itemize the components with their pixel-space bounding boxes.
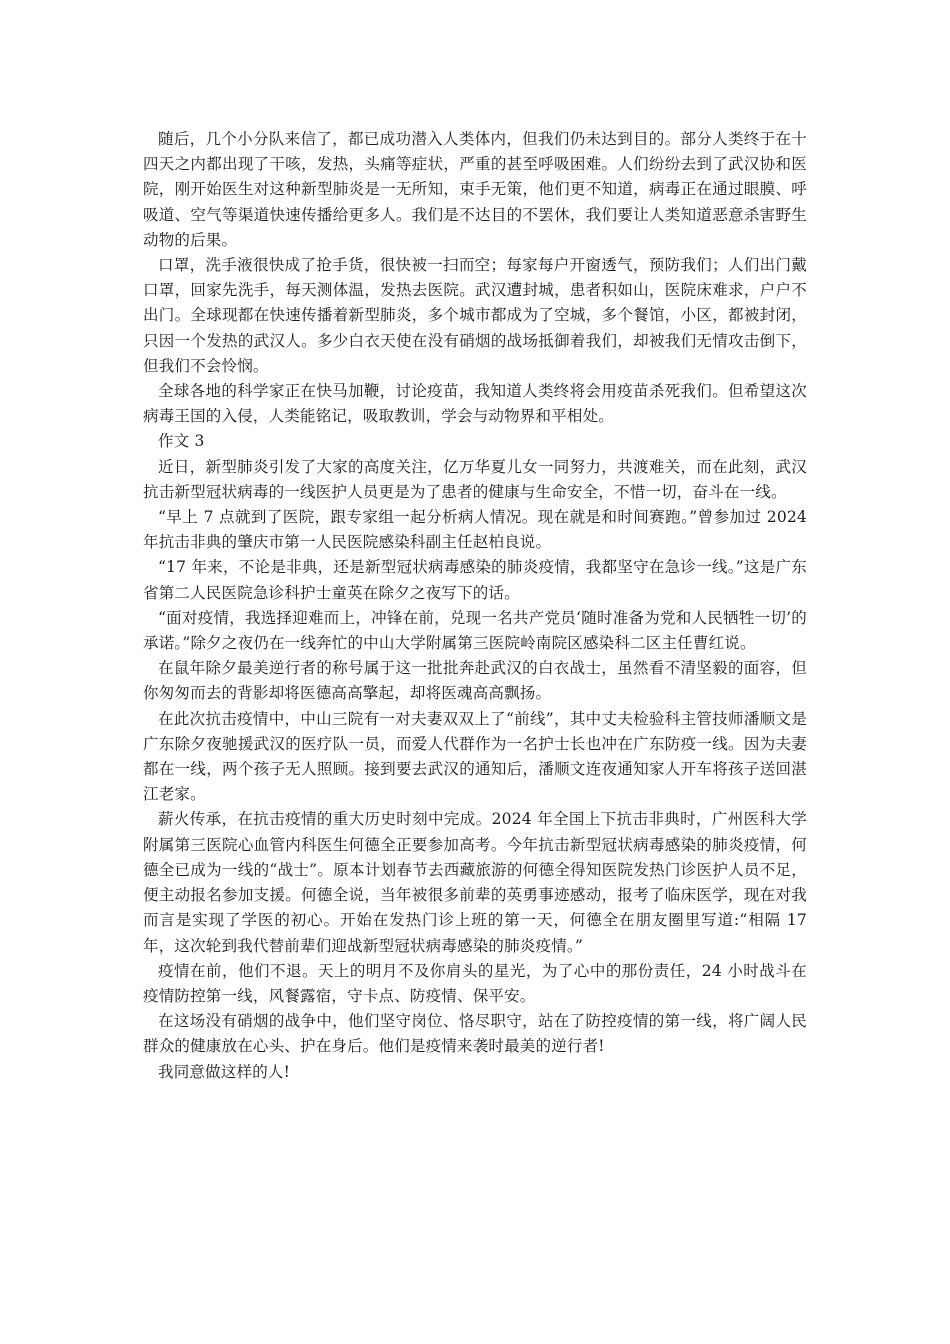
paragraph: “早上 7 点就到了医院，跟专家组一起分析病人情况。现在就是和时间赛跑。”曾参加过 2024 年抗击非典的肇庆市第一人民医院感染科副主任赵柏良说。 bbox=[143, 508, 807, 552]
paragraph: 口罩，洗手液很快成了抢手货，很快被一扫而空；每家每户开窗透气，预防我们；人们出门戴口罩，回家先洗手，每天测体温，发热去医院。武汉遭封城，患者积如山，医院床难求，户户不出门。全球现都在快速传播着新型肺炎，多个城市都成为了空城，多个餐馆，小区，都被封闭，只因一个发热的武汉人。多少白衣天使在没有硝烟的战场抵御着我们，却被我们无情攻击倒下，但我们不会怜悯。 bbox=[143, 256, 807, 375]
paragraph: “17 年来，不论是非典，还是新型冠状病毒感染的肺炎疫情，我都坚守在急诊一线。”这是广东省第二人民医院急诊科护士童英在除夕之夜写下的话。 bbox=[143, 558, 807, 602]
paragraph: 近日，新型肺炎引发了大家的高度关注，亿万华夏儿女一同努力，共渡难关，而在此刻，武汉抗击新型冠状病毒的一线医护人员更是为了患者的健康与生命安全，不惜一切，奋斗在一线。 bbox=[143, 457, 807, 501]
paragraph: 薪火传承，在抗击疫情的重大历史时刻中完成。2024 年全国上下抗击非典时，广州医科大学附属第三医院心血管内科医生何德全正要参加高考。今年抗击新型冠状病毒感染的肺炎疫情，何德全已成为一线的“战士”。原本计划春节去西藏旅游的何德全得知医院发热门诊医护人员不足，便主动报名参加支援。何德全说，当年被很多前辈的英勇事迹感动，报考了临床医学，现在对我而言是实现了学医的初心。开始在发热门诊上班的第一天，何德全在朋友圈里写道:“相隔 17 年，这次轮到我代替前辈们迎战新型冠状病毒感染的肺炎疫情。” bbox=[143, 810, 807, 955]
paragraph: 在此次抗击疫情中，中山三院有一对夫妻双双上了“前线”，其中丈夫检验科主管技师潘顺文是广东除夕夜驰援武汉的医疗队一员，而爱人代群作为一名护士长也冲在广东防疫一线。因为夫妻都在一线，两个孩子无人照顾。接到要去武汉的通知后，潘顺文连夜通知家人开车将孩子送回湛江老家。 bbox=[143, 709, 807, 804]
section-heading: 作文 3 bbox=[158, 432, 205, 451]
paragraph: 在鼠年除夕最美逆行者的称号属于这一批批奔赴武汉的白衣战士，虽然看不清坚毅的面容，但你匆匆而去的背影却将医德高高擎起，却将医魂高高飘扬。 bbox=[143, 659, 807, 703]
paragraph: 在这场没有硝烟的战争中，他们坚守岗位、恪尽职守，站在了防控疫情的第一线，将广阔人民群众的健康放在心头、护在身后。他们是疫情来袭时最美的逆行者! bbox=[143, 1012, 807, 1056]
paragraph: 随后，几个小分队来信了，都已成功潜入人类体内，但我们仍未达到目的。部分人类终于在十四天之内都出现了干咳，发热，头痛等症状，严重的甚至呼吸困难。人们纷纷去到了武汉协和医院，刚开始医生对这种新型肺炎是一无所知，束手无策，他们更不知道，病毒正在通过眼膜、呼吸道、空气等渠道快速传播给更多人。我们是不达目的不罢休，我们要让人类知道恶意杀害野生动物的后果。 bbox=[143, 130, 807, 249]
paragraph: 疫情在前，他们不退。天上的明月不及你肩头的星光，为了心中的那份责任，24 小时战斗在疫情防控第一线，风餐露宿，守卡点、防疫情、保平安。 bbox=[143, 961, 807, 1005]
paragraph: “面对疫情，我选择迎难而上，冲锋在前，兑现一名共产党员‘随时准备为党和人民牺牲一切’的承诺。”除夕之夜仍在一线奔忙的中山大学附属第三医院岭南院区感染科二区主任曹红说。 bbox=[143, 608, 807, 653]
document-body bbox=[143, 127, 807, 1085]
paragraph: 我同意做这样的人! bbox=[158, 1062, 291, 1081]
paragraph: 全球各地的科学家正在快马加鞭，讨论疫苗，我知道人类终将会用疫苗杀死我们。但希望这次病毒王国的入侵，人类能铭记，吸取教训，学会与动物界和平相处。 bbox=[143, 382, 807, 426]
